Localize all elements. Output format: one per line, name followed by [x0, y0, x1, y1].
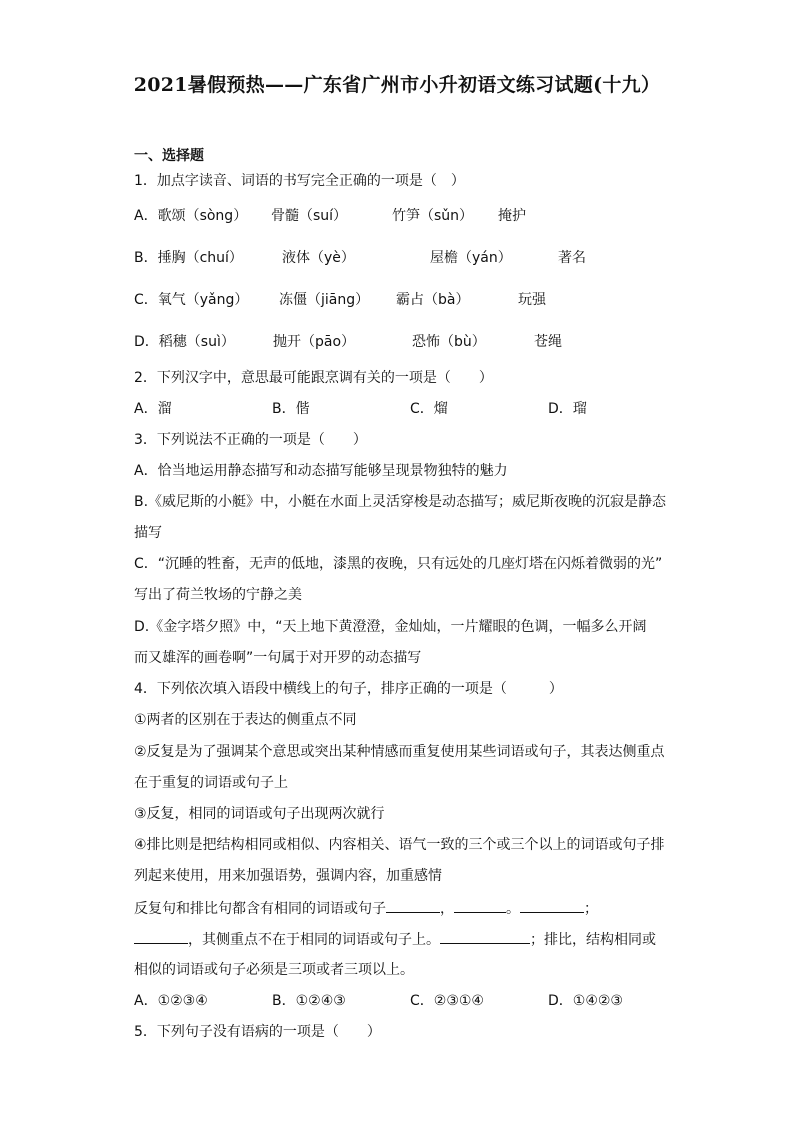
q1-b-item1: B．捶胸（chuí） — [134, 250, 243, 266]
q2-stem: 2．下列汉字中，意思最可能跟烹调有关的一项是（ ） — [134, 370, 493, 386]
q4-line-4: ③反复，相同的词语或句子出现两次就行 — [134, 806, 385, 822]
q3-line-6: D.《金字塔夕照》中，“天上地下黄澄澄，金灿灿，一片耀眼的色调，一幅多么开阔 — [134, 619, 647, 635]
q1-b-item4: 著名 — [558, 250, 586, 266]
q2-option-c: C．熘 — [410, 401, 448, 417]
q4-fill-line-2 — [134, 929, 656, 950]
q4-option-a: A．①②③④ — [134, 993, 208, 1009]
q2-option-d: D．瑠 — [548, 401, 587, 417]
q1-d-item2: 抛开（pāo） — [273, 334, 356, 350]
q4-fill-text-3: ；排比，结构相同或 — [530, 932, 656, 948]
fill-blank-5[interactable] — [440, 929, 530, 944]
q1-a-item1: A．歌颂（sòng） — [134, 208, 248, 224]
q4-line-2: ②反复是为了强调某个意思或突出某种情感而重复使用某些词语或句子，其表达侧重点 — [134, 744, 665, 760]
q1-b-item2: 液体（yè） — [282, 250, 355, 266]
q3-line-7: 而又雄浑的画卷啊”一句属于对开罗的动态描写 — [134, 650, 422, 666]
q3-line-3: 描写 — [134, 525, 162, 541]
q4-fill-comma: ， — [440, 901, 454, 917]
q3-line-2: B.《威尼斯的小艇》中，小艇在水面上灵活穿梭是动态描写；威尼斯夜晚的沉寂是静态 — [134, 494, 667, 510]
q4-line-6: 列起来使用，用来加强语势，强调内容，加重感情 — [134, 868, 442, 884]
fill-blank-4[interactable] — [134, 929, 188, 944]
q1-c-item2: 冻僵（jiāng） — [279, 292, 370, 308]
q2-option-b: B．偕 — [272, 401, 310, 417]
q4-line-1: ①两者的区别在于表达的侧重点不同 — [134, 712, 357, 728]
q1-c-item4: 玩强 — [518, 292, 546, 308]
q1-c-item1: C．氧气（yǎng） — [134, 292, 249, 308]
q4-fill-period: 。 — [506, 901, 520, 917]
q4-fill-semicolon: ； — [584, 901, 598, 917]
page-title: 2021暑假预热——广东省广州市小升初语文练习试题(十九） — [133, 74, 661, 96]
q5-stem: 5．下列句子没有语病的一项是（ ） — [134, 1024, 381, 1040]
q1-b-item3: 屋檐（yán） — [430, 250, 512, 266]
q1-d-item3: 恐怖（bù） — [412, 334, 486, 350]
q4-fill-line-1 — [134, 898, 598, 919]
q3-line-1: A．恰当地运用静态描写和动态描写能够呈现景物独特的魅力 — [134, 463, 508, 479]
q4-option-d: D．①④②③ — [548, 993, 623, 1009]
q1-a-item4: 掩护 — [498, 208, 526, 224]
q1-a-item3: 竹笋（sǔn） — [392, 208, 474, 224]
q4-fill-line-3: 相似的词语或句子必须是三项或者三项以上。 — [134, 962, 414, 978]
fill-blank-3[interactable] — [520, 898, 584, 913]
q4-line-5: ④排比则是把结构相同或相似、内容相关、语气一致的三个或三个以上的词语或句子排 — [134, 837, 665, 853]
q1-d-item1: D．稻穗（suì） — [134, 334, 235, 350]
q1-d-item4: 苍绳 — [534, 334, 562, 350]
q3-line-5: 写出了荷兰牧场的宁静之美 — [134, 587, 302, 603]
q3-stem: 3．下列说法不正确的一项是（ ） — [134, 432, 367, 448]
q4-line-3: 在于重复的词语或句子上 — [134, 775, 288, 791]
section-heading: 一、选择题 — [134, 148, 204, 164]
q4-option-c: C．②③①④ — [410, 993, 484, 1009]
q2-option-a: A．溜 — [134, 401, 172, 417]
q4-fill-text-2: ，其侧重点不在于相同的词语或句子上。 — [188, 932, 440, 948]
fill-blank-1[interactable] — [386, 898, 440, 913]
q3-line-4: C．“沉睡的牲畜，无声的低地，漆黑的夜晚，只有远处的几座灯塔在闪烁着微弱的光” — [134, 556, 663, 572]
q4-stem: 4．下列依次填入语段中横线上的句子，排序正确的一项是（ ） — [134, 681, 563, 697]
q1-a-item2: 骨髓（suí） — [271, 208, 348, 224]
q4-fill-text-1: 反复句和排比句都含有相同的词语或句子 — [134, 901, 386, 917]
q1-stem: 1．加点字读音、词语的书写完全正确的一项是（ ） — [134, 173, 465, 189]
q4-option-b: B．①②④③ — [272, 993, 346, 1009]
q1-c-item3: 霸占（bà） — [396, 292, 470, 308]
fill-blank-2[interactable] — [454, 898, 506, 913]
